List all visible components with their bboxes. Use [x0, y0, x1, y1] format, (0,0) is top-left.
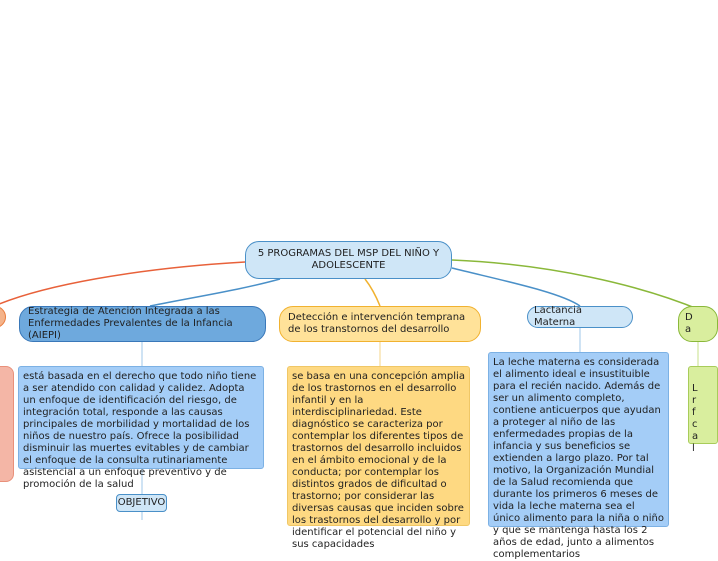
topic-lactancia[interactable] — [527, 306, 633, 328]
description-lactancia-text: La leche materna es considerada el alimento ideal e insustituible para el recién nacido. Además de ser un alimento completo, contiene anticuerpos que ayudan a proteger al niño de las enfermedades propias de la infancia y sus beneficios se extienden a largo plazo. Por tal motivo, la Organización Mundial de la Salud recomienda que durante los primeros 6 meses de vida la leche materna sea el único alimento para la niña o niño y que se mantenga hasta los 2 años de edad, junto a alimentos complementarios — [493, 357, 664, 560]
topic-right-partial[interactable] — [678, 306, 718, 342]
link-aiepi — [150, 279, 280, 306]
subtopic-objetivo-label: OBJETIVO — [117, 497, 166, 508]
description-aiepi[interactable] — [18, 366, 264, 490]
description-lactancia[interactable] — [488, 352, 669, 560]
subtopic-objetivo[interactable] — [116, 494, 167, 512]
description-aiepi-text: está basada en el derecho que todo niño tiene a ser atendido con calidad y calidez. Adopta un enfoque de identificación del riesgo, de integración total, responde a las causas principales de morbilidad y mortalidad de los niños de nuestro país. Ofrece la posibilidad disminuir las muertes evitables y de cambiar el enfoque de la consulta rutinariamente asistencial a un enfoque preventivo y de promoción de la salud — [23, 371, 257, 490]
link-left-edge — [0, 262, 245, 308]
topic-aiepi[interactable] — [19, 306, 266, 342]
link-right-edge — [452, 260, 700, 310]
description-right-partial[interactable] — [688, 366, 718, 454]
description-left-partial[interactable] — [0, 366, 14, 482]
link-lactancia — [452, 268, 580, 306]
description-right-partial-text: L r f c a l — [692, 383, 699, 454]
topic-right-partial-label: D a — [685, 312, 693, 335]
description-deteccion-text: se basa en una concepción amplia de los trastornos en el desarrollo infantil y en la interdisciplinariedad. Este diagnóstico se caracteriza por contemplar los diferentes tipos de trastornos del desarrollo incluidos en el ámbito emocional y de la conducta; por contemplar los distintos grados de dificultad o trastorno; por considerar las diversas causas que inciden sobre los trastornos del desarrollo y por identificar el potencial del niño y sus capacidades — [292, 371, 465, 550]
description-deteccion[interactable] — [287, 366, 470, 550]
link-deteccion — [365, 279, 380, 306]
topic-deteccion-label: Detección e intervención temprana de los transtornos del desarrollo — [288, 312, 466, 335]
central-topic-label: 5 PROGRAMAS DEL MSP DEL NIÑO Y ADOLESCENTE — [257, 248, 440, 271]
topic-deteccion[interactable] — [279, 306, 481, 342]
topic-aiepi-label: Estrategia de Atención Integrada a las Enfermedades Prevalentes de la Infancia (AIEPI) — [28, 306, 233, 341]
topic-lactancia-label: Lactancia Materna — [534, 305, 582, 328]
central-topic[interactable] — [245, 241, 452, 279]
